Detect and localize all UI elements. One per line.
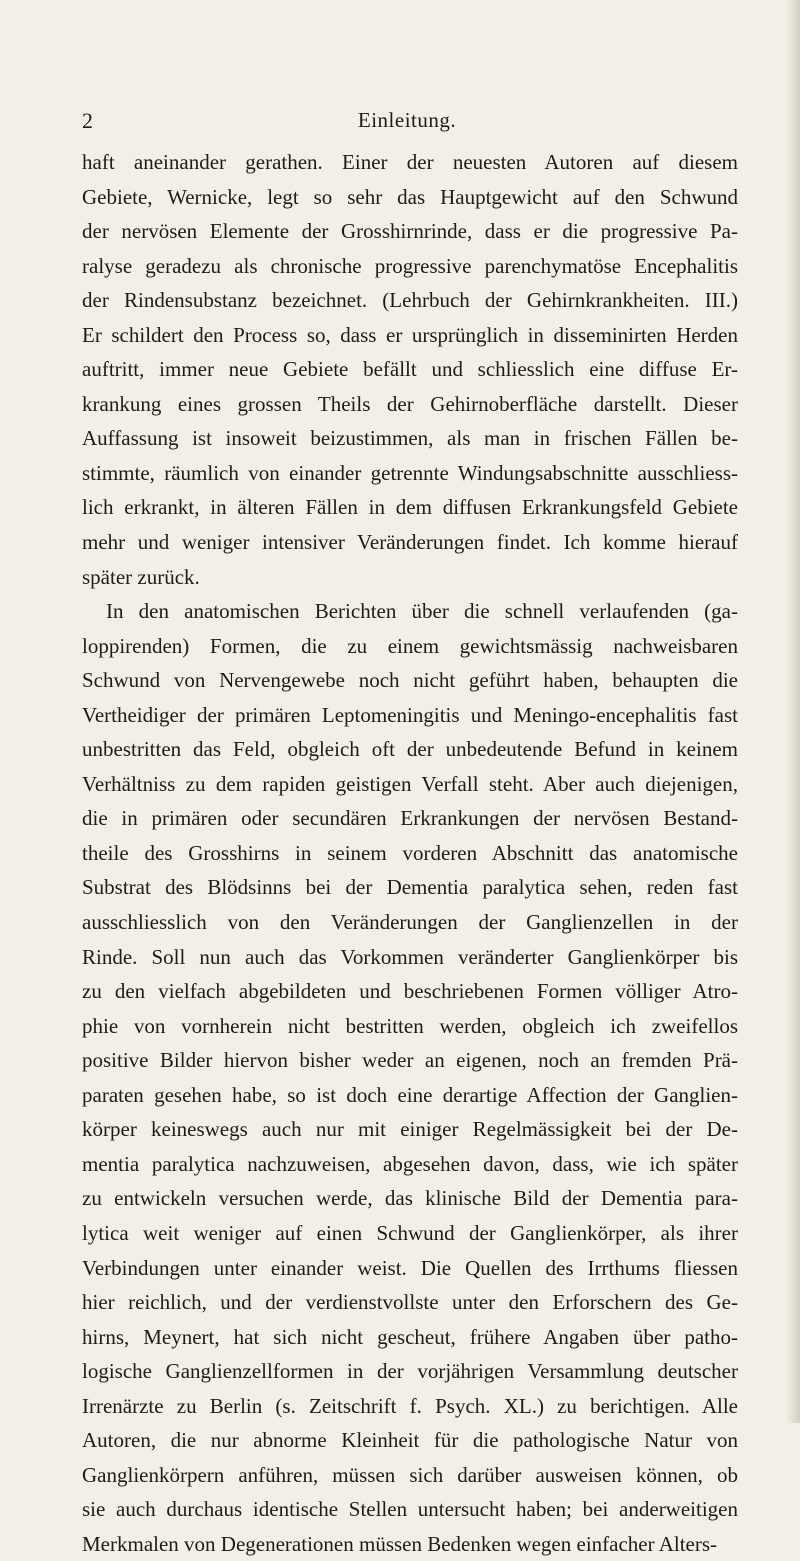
- text-line: sie auch durchaus identische Stellen untersucht haben; bei anderweitigen: [82, 1497, 738, 1522]
- text-line: paraten gesehen habe, so ist doch eine derartige Affection der Ganglien-: [82, 1082, 738, 1107]
- text-line: Merkmalen von Degenerationen müssen Bedenken wegen einfacher Alters-: [82, 1531, 718, 1556]
- text-line: stimmte, räumlich von einander getrennte Windungsabschnitte ausschliess-: [82, 460, 738, 485]
- text-line: haft aneinander gerathen. Einer der neuesten Autoren auf diesem: [82, 150, 738, 174]
- page-header: [82, 108, 732, 134]
- text-line: ausschliesslich von den Veränderungen der Ganglienzellen in der: [82, 910, 738, 935]
- text-line: logische Ganglienzellformen in der vorjährigen Versammlung deutscher: [82, 1359, 738, 1384]
- text-line: mentia paralytica nachzuweisen, abgesehen davon, dass, wie ich später: [82, 1151, 738, 1176]
- text-line: Schwund von Nervengewebe noch nicht geführt haben, behaupten die: [82, 668, 738, 693]
- text-line: Substrat des Blödsinns bei der Dementia paralytica sehen, reden fast: [82, 875, 738, 900]
- text-line: ralyse geradezu als chronische progressive parenchymatöse Encephalitis: [82, 253, 738, 278]
- text-line: hier reichlich, und der verdienstvollste unter den Erforschern des Ge-: [82, 1290, 738, 1315]
- body-text: [82, 145, 738, 1561]
- text-line: der Rindensubstanz bezeichnet. (Lehrbuch der Gehirnkrankheiten. III.): [82, 288, 738, 313]
- text-line: In den anatomischen Berichten über die schnell verlaufenden (ga-: [106, 599, 738, 624]
- text-line: Irrenärzte zu Berlin (s. Zeitschrift f. Psych. XL.) zu berichtigen. Alle: [82, 1393, 738, 1418]
- running-head: Einleitung.: [357, 108, 457, 132]
- text-line: auftritt, immer neue Gebiete befällt und schliesslich eine diffuse Er-: [82, 357, 738, 382]
- text-line: krankung eines grossen Theils der Gehirnoberfläche darstellt. Dieser: [82, 391, 738, 416]
- text-line: unbestritten das Feld, obgleich oft der unbedeutende Befund in keinem: [82, 737, 738, 762]
- text-line: Autoren, die nur abnorme Kleinheit für die pathologische Natur von: [82, 1428, 738, 1453]
- text-line: Gebiete, Wernicke, legt so sehr das Hauptgewicht auf den Schwund: [82, 184, 738, 209]
- text-line: positive Bilder hiervon bisher weder an eigenen, noch an fremden Prä-: [82, 1048, 738, 1073]
- text-line: mehr und weniger intensiver Veränderungen findet. Ich komme hierauf: [82, 530, 738, 555]
- text-line: hirns, Meynert, hat sich nicht gescheut, frühere Angaben über patho-: [82, 1324, 738, 1349]
- text-line: Ganglienkörpern anführen, müssen sich darüber ausweisen können, ob: [82, 1462, 738, 1487]
- text-line: lytica weit weniger auf einen Schwund der Ganglienkörper, als ihrer: [82, 1220, 738, 1245]
- text-line: zu entwickeln versuchen werde, das klinische Bild der Dementia para-: [82, 1186, 738, 1211]
- text-line: Verbindungen unter einander weist. Die Quellen des Irrthums fliessen: [82, 1255, 738, 1280]
- text-line: der nervösen Elemente der Grosshirnrinde, dass er die progressive Pa-: [82, 219, 738, 244]
- text-line: körper keineswegs auch nur mit einiger Regelmässigkeit bei der De-: [82, 1117, 738, 1142]
- text-line: theile des Grosshirns in seinem vorderen Abschnitt das anatomische: [82, 840, 738, 865]
- page-edge-shadow: [786, 0, 800, 1423]
- text-line: Rinde. Soll nun auch das Vorkommen veränderter Ganglienkörper bis: [82, 944, 738, 969]
- text-line: zu den vielfach abgebildeten und beschriebenen Formen völliger Atro-: [82, 979, 738, 1004]
- text-line: Verhältniss zu dem rapiden geistigen Verfall steht. Aber auch diejenigen,: [82, 771, 738, 796]
- text-line: lich erkrankt, in älteren Fällen in dem diffusen Erkrankungsfeld Gebiete: [82, 495, 738, 520]
- text-line: phie von vornherein nicht bestritten werden, obgleich ich zweifellos: [82, 1013, 738, 1038]
- text-line: später zurück.: [82, 564, 200, 589]
- text-line: Er schildert den Process so, dass er ursprünglich in disseminirten Herden: [82, 322, 738, 347]
- text-line: die in primären oder secundären Erkrankungen der nervösen Bestand-: [82, 806, 738, 831]
- text-line: loppirenden) Formen, die zu einem gewichtsmässig nachweisbaren: [82, 633, 738, 658]
- text-line: Vertheidiger der primären Leptomeningitis und Meningo-encephalitis fast: [82, 702, 738, 727]
- page-number: 2: [82, 108, 93, 133]
- text-line: Auffassung ist insoweit beizustimmen, als man in frischen Fällen be-: [82, 426, 738, 451]
